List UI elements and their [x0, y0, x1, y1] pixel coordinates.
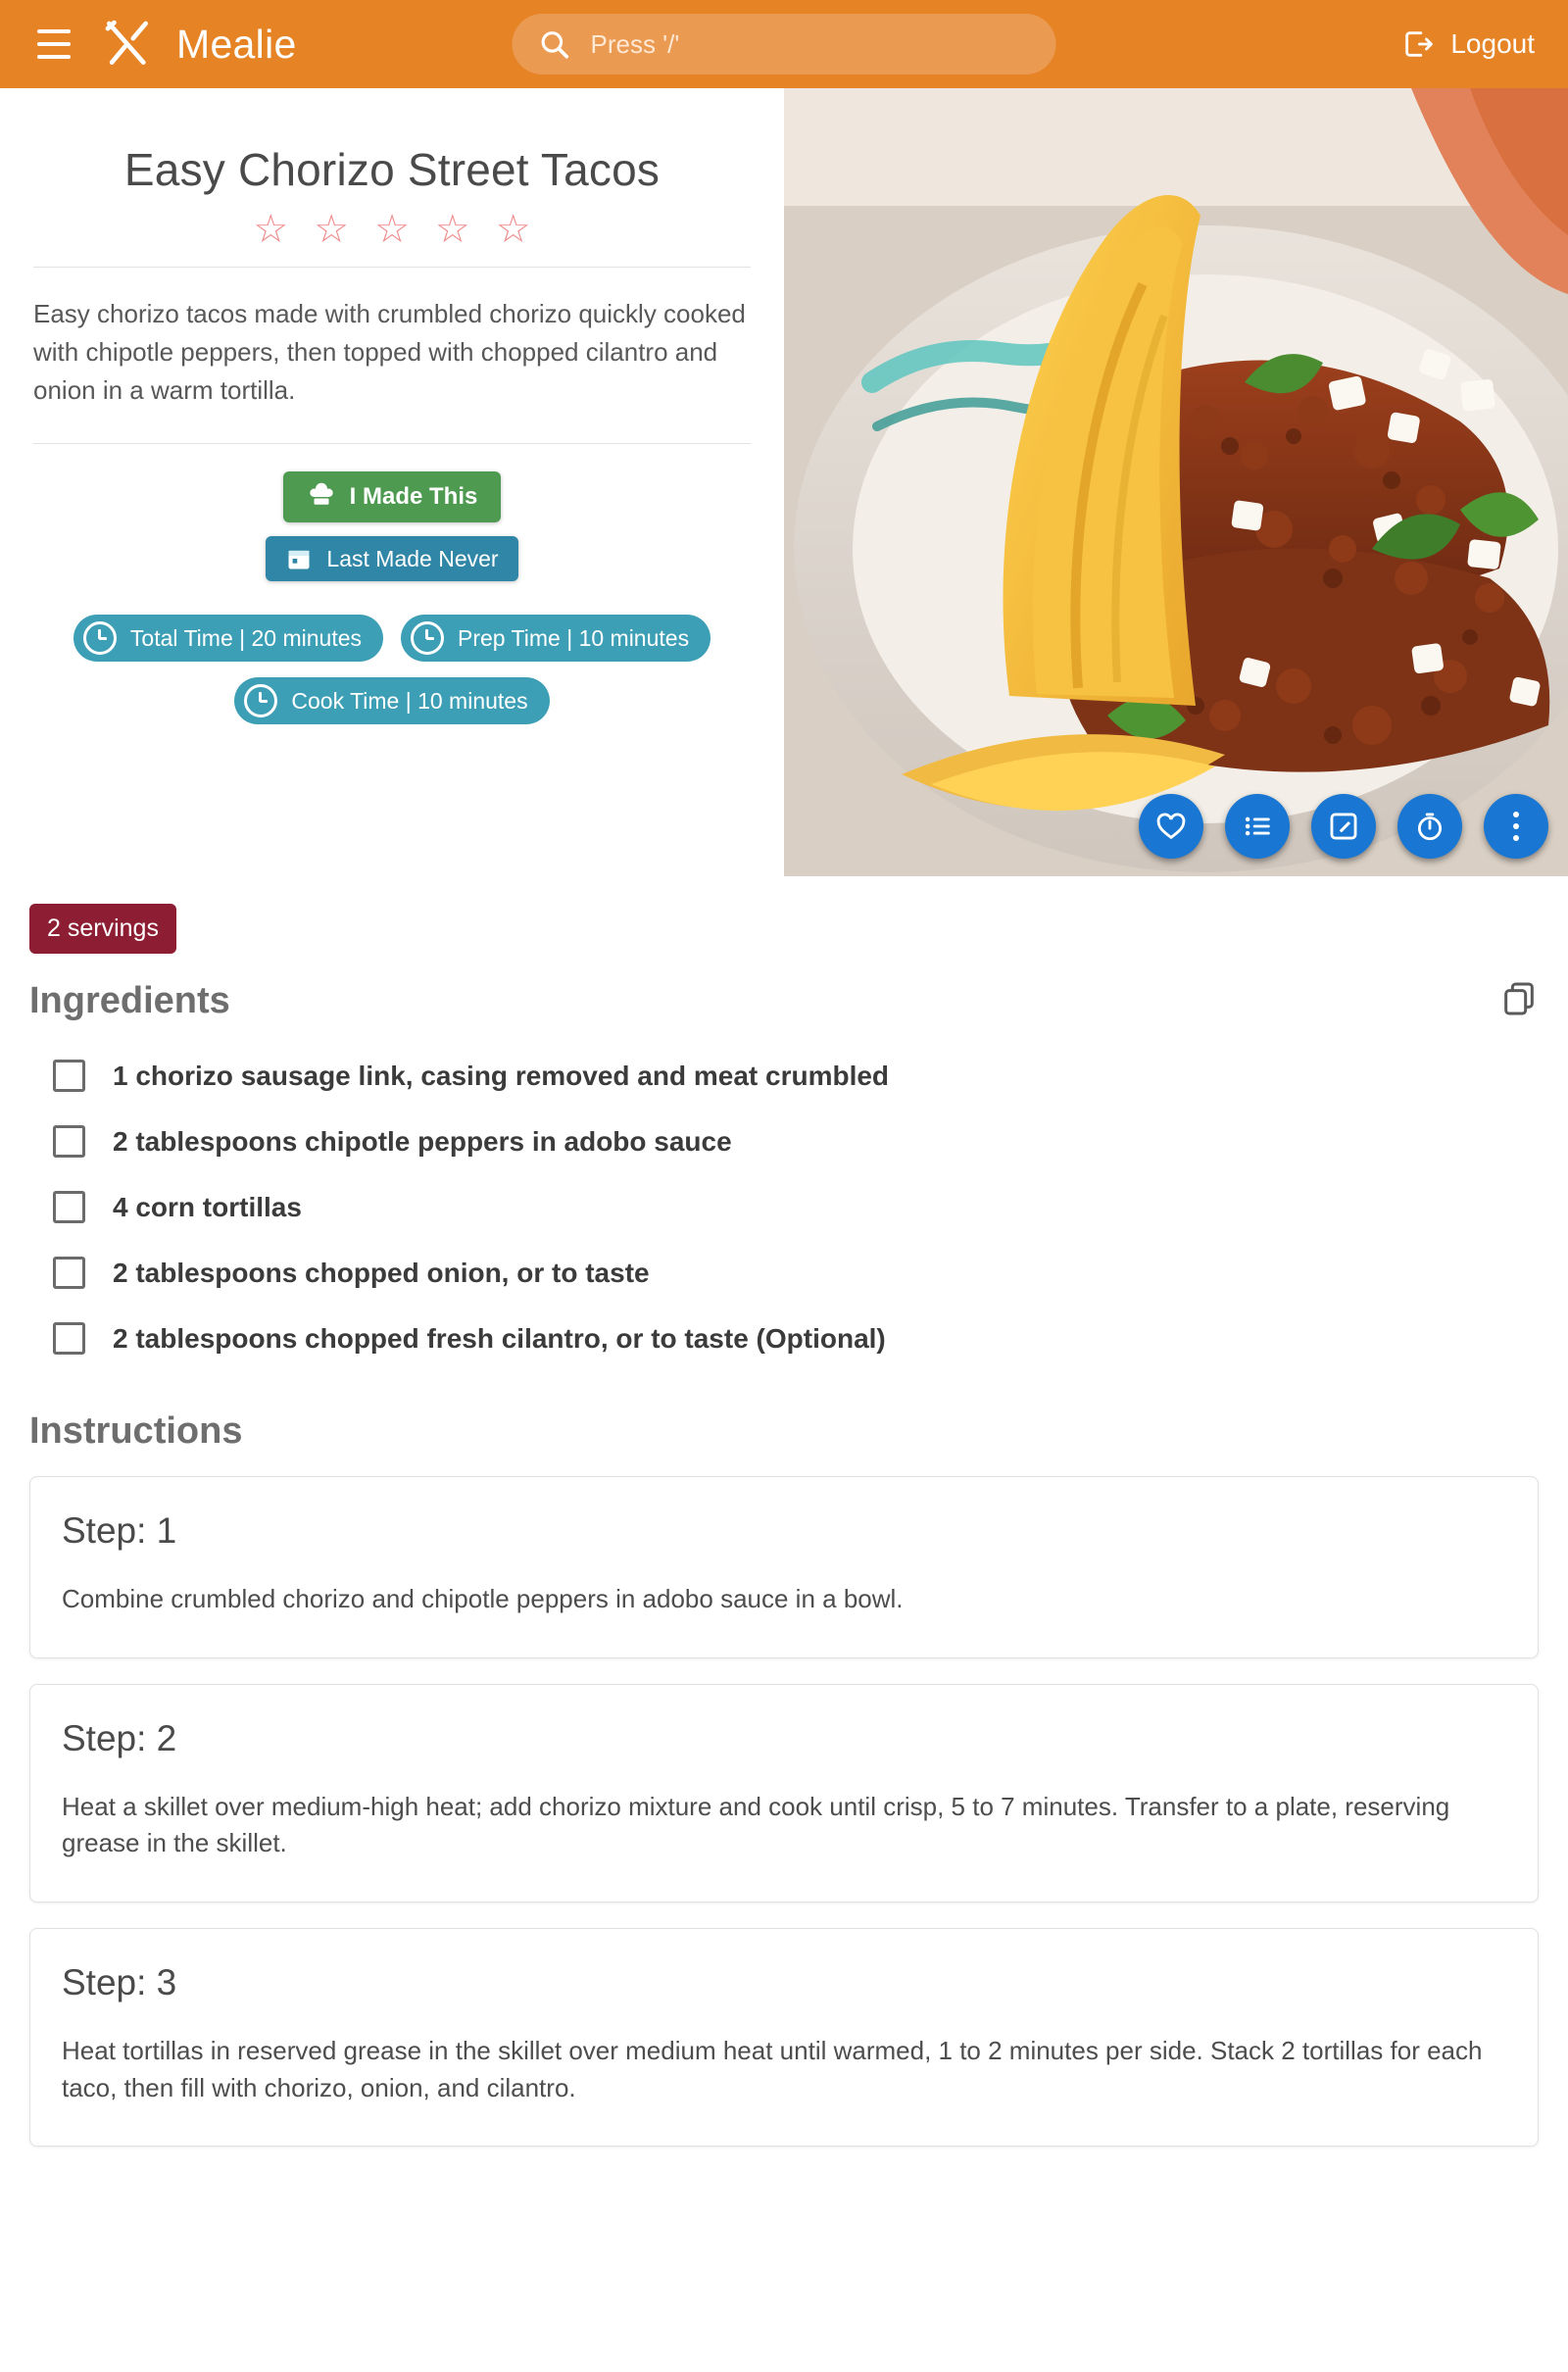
ingredient-label: 4 corn tortillas — [113, 1191, 302, 1222]
edit-recipe-icon[interactable] — [1311, 794, 1376, 859]
i-made-this-label: I Made This — [349, 483, 478, 510]
heart-icon — [1154, 810, 1188, 843]
rating-star-5[interactable]: ☆ — [495, 208, 531, 251]
ingredient-checkbox[interactable] — [53, 1322, 85, 1355]
timer-icon — [1413, 810, 1446, 843]
recipe-action-buttons — [33, 471, 751, 581]
rating-stars[interactable] — [33, 210, 751, 249]
step-text: Heat tortillas in reserved grease in the skillet over medium heat until warmed, 1 to 2 minutes per side. Stack 2 tortillas for each taco, then fill with chorizo, onion, and cilantro. — [62, 2036, 1483, 2102]
search-input[interactable] — [589, 28, 1031, 61]
chef-hat-icon — [307, 482, 336, 512]
list-item[interactable] — [53, 1306, 1539, 1371]
divider — [33, 267, 751, 268]
more-options-icon[interactable] — [1484, 794, 1548, 859]
logout-icon — [1401, 27, 1435, 61]
list-item[interactable] — [53, 1174, 1539, 1240]
search-icon — [538, 27, 571, 61]
clock-icon — [244, 684, 277, 717]
vertical-dots-icon — [1513, 812, 1519, 841]
step-title: Step: 2 — [62, 1717, 177, 1758]
menu-icon-bar — [37, 55, 71, 59]
divider — [33, 443, 751, 444]
rating-star-4[interactable]: ☆ — [434, 208, 470, 251]
list-item[interactable] — [53, 1240, 1539, 1306]
recipe-photo — [784, 88, 1568, 876]
calendar-icon — [285, 545, 313, 572]
servings-badge[interactable]: 2 servings — [29, 904, 176, 954]
clock-icon — [411, 621, 444, 655]
time-chips — [33, 615, 751, 752]
page-title: Easy Chorizo Street Tacos — [123, 144, 661, 195]
pencil-square-icon — [1327, 810, 1360, 843]
step-text: Heat a skillet over medium-high heat; add chorizo mixture and cook until crisp, 5 to 7 minutes. Transfer to a plate, reserving grease in the skillet. — [62, 1791, 1450, 1858]
ingredient-checkbox[interactable] — [53, 1191, 85, 1223]
app-header — [0, 0, 1568, 88]
prep-time-chip — [401, 615, 710, 662]
step-title: Step: 3 — [62, 1962, 177, 2003]
fork-knife-logo-icon — [100, 17, 155, 72]
ingredients-header — [0, 954, 1568, 1033]
ingredient-checkbox[interactable] — [53, 1060, 85, 1092]
copy-icon[interactable] — [1499, 979, 1539, 1023]
ingredients-list — [0, 1033, 1568, 1371]
search-bar[interactable] — [513, 14, 1056, 74]
instructions-header — [0, 1371, 1568, 1466]
logout-label: Logout — [1450, 28, 1535, 59]
ingredient-label: 2 tablespoons chopped fresh cilantro, or to taste (Optional) — [113, 1322, 886, 1354]
recipe-hero — [0, 88, 1568, 876]
add-to-shopping-list-icon[interactable] — [1225, 794, 1290, 859]
list-item[interactable] — [53, 1043, 1539, 1109]
instruction-step-card[interactable] — [29, 1928, 1539, 2147]
i-made-this-button[interactable] — [283, 471, 502, 522]
ingredient-label: 2 tablespoons chipotle peppers in adobo sauce — [113, 1125, 732, 1157]
menu-icon[interactable] — [22, 12, 86, 76]
recipe-action-fabs — [1139, 794, 1548, 859]
rating-star-1[interactable]: ☆ — [253, 208, 289, 251]
step-title: Step: 1 — [62, 1510, 177, 1551]
ingredient-checkbox[interactable] — [53, 1125, 85, 1158]
total-time-label: Total Time | 20 minutes — [129, 624, 362, 651]
menu-icon-bar — [37, 42, 71, 46]
list-item[interactable] — [53, 1109, 1539, 1174]
instructions-title: Instructions — [29, 1410, 243, 1452]
prep-time-label: Prep Time | 10 minutes — [458, 624, 690, 651]
ingredients-title: Ingredients — [29, 980, 230, 1021]
instruction-steps — [0, 1466, 1568, 2186]
rating-star-3[interactable]: ☆ — [374, 208, 410, 251]
favorite-heart-icon[interactable] — [1139, 794, 1203, 859]
recipe-image — [784, 88, 1568, 876]
last-made-label: Last Made Never — [326, 545, 499, 571]
clock-icon — [83, 621, 117, 655]
cook-time-chip — [234, 677, 549, 724]
menu-icon-bar — [37, 29, 71, 33]
ingredient-checkbox[interactable] — [53, 1257, 85, 1289]
ingredient-label: 1 chorizo sausage link, casing removed and meat crumbled — [113, 1060, 890, 1091]
brand[interactable] — [100, 17, 297, 72]
step-text: Combine crumbled chorizo and chipotle peppers in adobo sauce in a bowl. — [62, 1584, 904, 1613]
ingredient-label: 2 tablespoons chopped onion, or to taste — [113, 1257, 650, 1288]
cook-time-label: Cook Time | 10 minutes — [291, 687, 528, 714]
cook-timer-icon[interactable] — [1397, 794, 1462, 859]
instruction-step-card[interactable] — [29, 1684, 1539, 1903]
brand-title: Mealie — [176, 21, 297, 67]
recipe-summary — [0, 88, 784, 876]
last-made-button[interactable] — [266, 536, 517, 581]
rating-star-2[interactable]: ☆ — [314, 208, 350, 251]
logout-button[interactable] — [1401, 27, 1535, 61]
instruction-step-card[interactable] — [29, 1476, 1539, 1658]
servings-row — [0, 876, 1568, 954]
recipe-description: Easy chorizo tacos made with crumbled chorizo quickly cooked with chipotle peppers, then topped with chopped cilantro and onion in a warm tortilla. — [33, 299, 746, 405]
list-icon — [1241, 810, 1274, 843]
total-time-chip — [74, 615, 383, 662]
